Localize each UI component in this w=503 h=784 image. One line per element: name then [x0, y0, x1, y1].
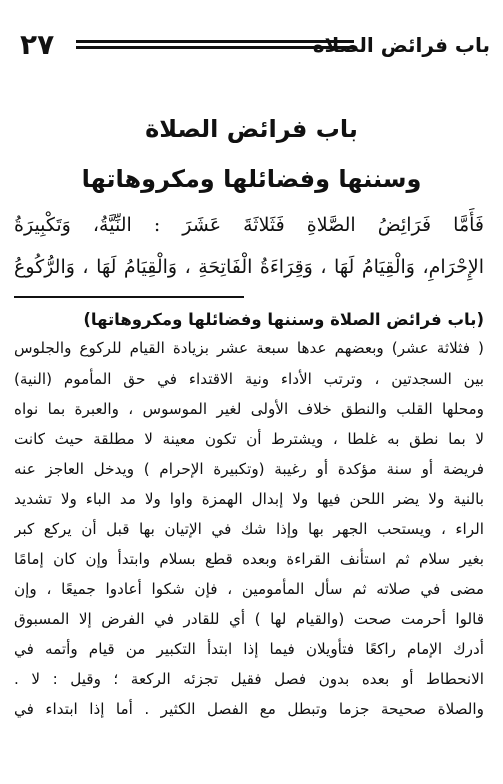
running-header-title: باب فرائض الصلاة	[312, 33, 490, 57]
commentary-line: ( فثلاثة عشر) وبعضهم عدها سبعة عشر بزيادة القيام للركوع والجلوس	[14, 339, 484, 357]
commentary-line: لا بما نطق به غلطا ، ويشترط أن تكون معينة لا مطلقة حيث كانت	[14, 430, 484, 448]
commentary-line: بالنية ولا يضر اللحن فيها ولا إبدال الهمزة واوا ولا مد الباء ولا تشديد	[14, 490, 484, 508]
matn-line: الإِحْرَامِ، وَالْقِيَامُ لَهَا ، وَقِرَاءَةُ الْفَاتِحَةِ ، وَالْقِيَامُ لَهَا ، وَالرُّكُوعُ	[14, 256, 484, 278]
page-number: ٢٧	[20, 28, 55, 61]
commentary-line: بين السجدتين ، وترتب الأداء ونية الاقتداء في حق المأموم (النية)	[14, 370, 484, 388]
commentary-line: الانحطاط أو بعده بدون فصل فقيل تجزئه الركعة ؛ وقيل : لا .	[14, 670, 484, 688]
matn-line: فَأَمَّا فَرَائِضُ الصَّلاةِ فَثَلاثَةَ عَشَرَ : النِّيَّةُ، وَتَكْبِيرَةُ	[14, 214, 484, 236]
running-header	[12, 28, 490, 64]
commentary-line: مضى في صلاته ثم سأل المأمومين ، فإن شكوا أعادوا جميعًا ، وإن	[14, 580, 484, 598]
section-separator	[14, 296, 244, 298]
commentary-line: بغير سلام ثم استأنف القراءة وبعده قطع بسلام وابتدأ وإن كان إمامًا	[14, 550, 484, 568]
commentary-line: والصلاة صحيحة جزما وتبطل مع الفصل الكثير . أما إذا ابتداء في	[14, 700, 484, 718]
commentary-line: ومحلها القلب والنطق خلاف الأولى لغير الموسوس ، والعبرة بما نواه	[14, 400, 484, 418]
commentary-line: فريضة أو سنة مؤكدة أو رغيبة (وتكبيرة الإحرام ) ويدخل العاجز عنه	[14, 460, 484, 478]
commentary-line: قالوا أحرمت صحت (والقيام لها ) أي للقادر في الفرض إلا المسبوق	[14, 610, 484, 628]
chapter-subtitle: وسننها وفضائلها ومكروهاتها	[81, 165, 422, 193]
commentary-line: أدرك الإمام راكعًا فتأويلان فيما إذا ابتدأ التكبير من قيام وأتمه في	[14, 640, 484, 658]
commentary-line: الراء ، ويستحب الجهر بها وإذا شك في الإتيان بها قبل أن يركع كبر	[14, 520, 484, 538]
commentary-heading: (باب فرائض الصلاة وسننها وفضائلها ومكروهاتها)	[83, 310, 484, 329]
chapter-title: باب فرائض الصلاة	[145, 115, 358, 143]
